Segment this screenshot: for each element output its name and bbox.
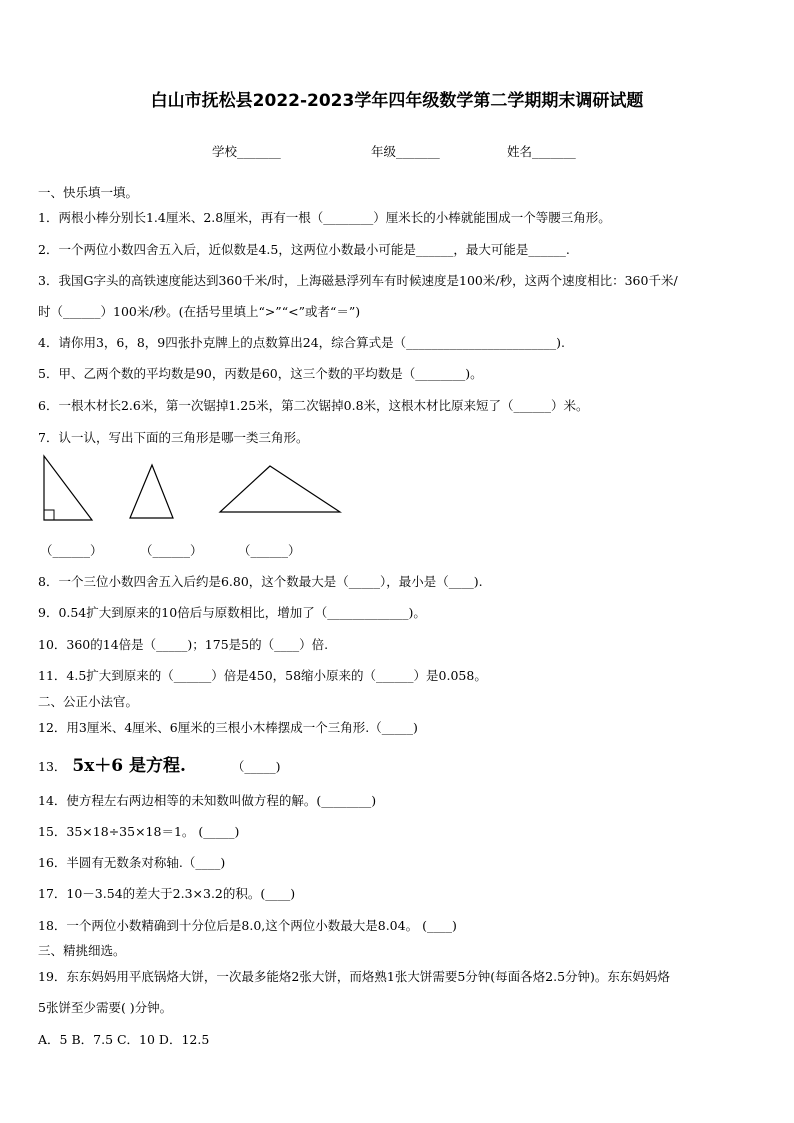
question-19-cont: 5张饼至少需要( )分钟。 [38,1000,173,1015]
question-4: 4．请你用3，6，8，9四张扑克牌上的点数算出24，综合算式是（________________________). [38,335,566,350]
question-7: 7．认一认，写出下面的三角形是哪一类三角形。 [38,430,309,445]
question-13-text: 5x＋6 是方程. [72,756,186,776]
question-3: 3．我国G字头的高铁速度能达到360千米/时，上海磁悬浮列车有时候速度是100米/秒，这两个速度相比：360千米/ [38,273,678,288]
section-heading-2: 二、公正小法官。 [38,694,139,709]
triangle-2-blank[interactable]: （______） [140,543,203,558]
question-14: 14．使方程左右两边相等的未知数叫做方程的解。(________) [38,793,377,808]
triangles-figure [0,450,794,530]
question-3-cont: 时（______）100米/秒。(在括号里填上“>”“<”或者“＝”) [38,304,361,319]
question-2: 2．一个两位小数四舍五入后，近似数是4.5，这两位小数最小可能是______，最大可能是______. [38,242,570,257]
page-title: 白山市抚松县2022-2023学年四年级数学第二学期期末调研试题 [150,91,644,111]
question-16: 16．半圆有无数条对称轴.（____) [38,855,226,870]
triangle-1-blank[interactable]: （______） [40,543,103,558]
question-9: 9．0.54扩大到原来的10倍后与原数相比，增加了（_____________)。 [38,605,426,620]
question-5: 5．甲、乙两个数的平均数是90，丙数是60，这三个数的平均数是（________)。 [38,366,483,381]
question-19-options: A．5 B．7.5 C．10 D．12.5 [38,1032,210,1047]
question-6: 6．一根木材长2.6米，第一次锯掉1.25米，第二次锯掉0.8米，这根木材比原来短了（______）米。 [38,398,589,413]
question-1: 1．两根小棒分别长1.4厘米、2.8厘米，再有一根（________）厘米长的小棒就能围成一个等腰三角形。 [38,210,611,225]
section-heading-3: 三、精挑细选。 [38,943,126,958]
name-field[interactable]: 姓名_______ [507,144,576,159]
triangle-3-blank[interactable]: （______） [238,543,301,558]
question-13-blank[interactable]: （_____) [231,759,281,774]
question-15: 15．35×18÷35×18＝1。 (_____) [38,824,240,839]
question-11: 11．4.5扩大到原来的（______）倍是450，58缩小原来的（______）是0.058。 [38,668,487,683]
obtuse-triangle [220,466,340,512]
question-10: 10．360的14倍是（_____)；175是5的（____）倍. [38,637,329,652]
question-12: 12．用3厘米、4厘米、6厘米的三根小木棒摆成一个三角形.（_____) [38,720,418,735]
question-17: 17．10－3.54的差大于2.3×3.2的积。(____) [38,886,296,901]
question-8: 8．一个三位小数四舍五入后约是6.80，这个数最大是（_____），最小是（____). [38,574,483,589]
grade-field[interactable]: 年级_______ [371,144,440,159]
question-19: 19．东东妈妈用平底锅烙大饼，一次最多能烙2张大饼，而烙熟1张大饼需要5分钟(每面各烙2.5分钟)。东东妈妈烙 [38,969,670,984]
question-13-number: 13． [38,759,67,774]
section-heading-1: 一、快乐填一填。 [38,185,139,200]
question-13 [38,751,764,776]
school-field[interactable]: 学校_______ [212,144,281,159]
right-angle-mark [44,510,54,520]
question-18: 18．一个两位小数精确到十分位后是8.0,这个两位小数最大是8.04。 (____) [38,918,457,933]
acute-triangle [130,465,173,518]
